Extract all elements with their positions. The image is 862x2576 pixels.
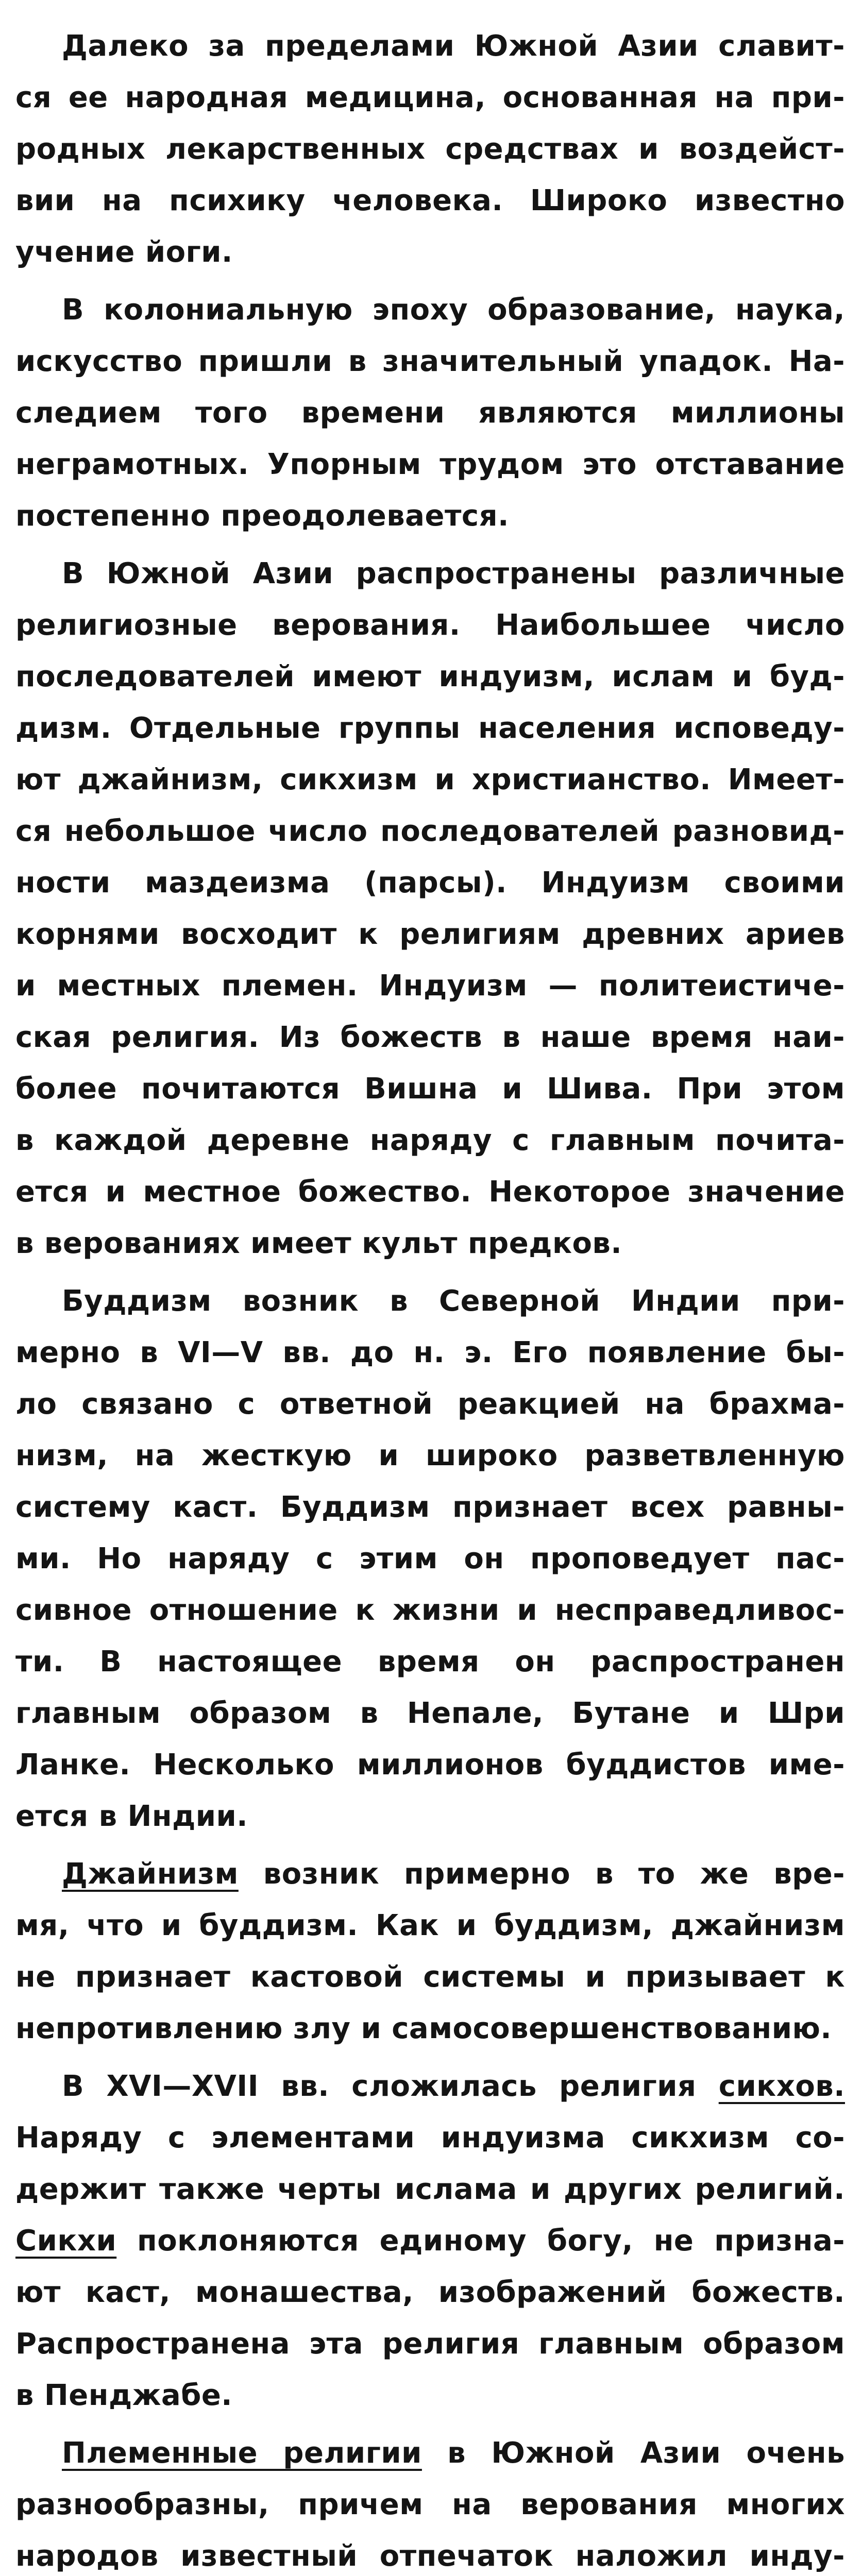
text-line [15, 2112, 845, 2164]
text-line [15, 857, 845, 909]
text-segment: более почитаются Вишна и Шива. При этом [15, 1072, 845, 1106]
text-line [15, 1218, 845, 1269]
paragraph-gap [15, 1269, 845, 1276]
text-line [15, 72, 845, 124]
text-segment: ми. Но наряду с этим он проповедует пас- [15, 1542, 845, 1575]
paragraph-gap [15, 542, 845, 548]
text-line [15, 2428, 845, 2479]
text-line [15, 1533, 845, 1585]
text-line [15, 548, 845, 600]
text-segment: систему каст. Буддизм признает всех равны- [15, 1490, 845, 1524]
paragraph [15, 2428, 845, 2576]
text-line [15, 2531, 845, 2576]
text-segment: не признает кастовой системы и призывает к [15, 1960, 845, 1994]
text-line [15, 1379, 845, 1430]
text-segment: разнообразны, причем на верования многих [15, 2488, 845, 2521]
text-segment: Далеко за пределами Южной Азии славит- [62, 29, 845, 63]
text-segment: ся небольшое число последователей разновид- [15, 815, 845, 848]
document-page [15, 21, 846, 2573]
text-segment: неграмотных. Упорным трудом это отставание [15, 448, 845, 481]
paragraph-gap [15, 2421, 845, 2428]
text-line [15, 1012, 845, 1063]
text-segment: Наряду с элементами индуизма сикхизм со- [15, 2121, 845, 2155]
text-segment: ется в Индии. [15, 1800, 248, 1833]
paragraph-gap [15, 1842, 845, 1849]
text-line [15, 960, 845, 1012]
text-line [15, 2318, 845, 2370]
text-line [15, 124, 845, 175]
underlined-term: сикхов. [718, 2070, 845, 2103]
text-segment: низм, на жесткую и широко разветвленную [15, 1439, 845, 1472]
text-segment: ется и местное божество. Некоторое значение [15, 1175, 845, 1209]
paragraph [15, 1276, 845, 1842]
text-line [15, 703, 845, 754]
text-line [15, 439, 845, 490]
text-segment: Распространена эта религия главным образом [15, 2327, 845, 2361]
text-line [15, 284, 845, 336]
text-segment: непротивлению злу и самосовершенствованию. [15, 2012, 832, 2045]
text-segment: в каждой деревне наряду с главным почита- [15, 1124, 845, 1157]
paragraph-gap [15, 2055, 845, 2061]
text-segment: ся ее народная медицина, основанная на при- [15, 81, 845, 114]
text-segment: Ланке. Несколько миллионов буддистов име- [15, 1748, 845, 1782]
text-line [15, 175, 845, 227]
text-segment: держит также черты ислама и других религий. [15, 2173, 845, 2206]
text-segment: В XVI—XVII вв. сложилась религия [62, 2070, 719, 2103]
text-segment: и местных племен. Индуизм — политеистиче- [15, 969, 845, 1003]
paragraph [15, 1849, 845, 2055]
text-segment: учение йоги. [15, 235, 233, 269]
text-line [15, 1739, 845, 1791]
text-segment: мя, что и буддизм. Как и буддизм, джайнизм [15, 1909, 845, 1942]
paragraph [15, 284, 845, 542]
text-segment: мерно в VI—V вв. до н. э. Его появление бы- [15, 1336, 845, 1369]
text-line [15, 1327, 845, 1379]
text-line [15, 1636, 845, 1688]
paragraph [15, 2061, 845, 2421]
text-segment: В Южной Азии распространены различные [62, 557, 845, 590]
text-segment: в Пенджабе. [15, 2379, 233, 2412]
text-line [15, 1791, 845, 1842]
text-segment: ская религия. Из божеств в наше время наи- [15, 1021, 845, 1054]
text-segment: поклоняются единому богу, не призна- [116, 2224, 845, 2258]
text-line [15, 2164, 845, 2215]
text-segment: корнями восходит к религиям древних ариев [15, 918, 845, 951]
text-line [15, 2061, 845, 2112]
text-segment: вии на психику человека. Широко известно [15, 184, 845, 217]
text-segment: в Южной Азии очень [421, 2436, 846, 2470]
text-segment: искусство пришли в значительный упадок. На- [15, 345, 845, 378]
text-segment: народов известный отпечаток наложил инду- [15, 2539, 845, 2573]
text-line [15, 490, 845, 542]
text-line [15, 21, 845, 72]
text-segment: ют каст, монашества, изображений божеств. [15, 2276, 845, 2309]
paragraph [15, 21, 845, 278]
text-segment: возник примерно в то же вре- [238, 1857, 845, 1891]
text-line [15, 1900, 845, 1952]
underlined-term: Джайнизм [62, 1857, 239, 1891]
text-segment: сивное отношение к жизни и несправедливос- [15, 1594, 845, 1627]
text-line [15, 806, 845, 857]
text-line [15, 1585, 845, 1636]
text-line [15, 1482, 845, 1533]
text-segment: ности маздеизма (парсы). Индуизм своими [15, 866, 845, 900]
text-segment: в верованиях имеет культ предков. [15, 1227, 622, 1260]
text-line [15, 227, 845, 278]
text-segment: дизм. Отдельные группы населения исповеду- [15, 711, 845, 745]
text-line [15, 1276, 845, 1327]
underlined-term: Племенные религии [62, 2436, 422, 2470]
text-line [15, 2215, 845, 2267]
text-segment: ло связано с ответной реакцией на брахма- [15, 1387, 845, 1421]
underlined-term: Сикхи [15, 2224, 117, 2258]
paragraph [15, 548, 845, 1269]
text-line [15, 1430, 845, 1482]
text-line [15, 2479, 845, 2531]
text-line [15, 1849, 845, 1900]
text-segment: следием того времени являются миллионы [15, 396, 845, 430]
text-line [15, 2267, 845, 2318]
text-segment: последователей имеют индуизм, ислам и буд- [15, 660, 845, 693]
text-line [15, 909, 845, 960]
text-segment: ют джайнизм, сикхизм и христианство. Имеет- [15, 763, 845, 796]
text-line [15, 336, 845, 387]
text-line [15, 600, 845, 651]
text-segment: ти. В настоящее время он распространен [15, 1645, 845, 1679]
text-segment: В колониальную эпоху образование, наука, [62, 293, 845, 327]
text-line [15, 387, 845, 439]
text-line [15, 1063, 845, 1115]
text-line [15, 2003, 845, 2055]
text-line [15, 2370, 845, 2421]
text-line [15, 1166, 845, 1218]
text-segment: родных лекарственных средствах и воздейст- [15, 132, 845, 166]
text-line [15, 754, 845, 806]
text-line [15, 651, 845, 703]
text-segment: постепенно преодолевается. [15, 499, 509, 533]
paragraph-gap [15, 278, 845, 284]
text-segment: религиозные верования. Наибольшее число [15, 608, 845, 642]
text-line [15, 1952, 845, 2003]
text-segment: главным образом в Непале, Бутане и Шри [15, 1697, 845, 1730]
text-line [15, 1688, 845, 1739]
text-segment: Буддизм возник в Северной Индии при- [62, 1284, 845, 1318]
text-line [15, 1115, 845, 1166]
